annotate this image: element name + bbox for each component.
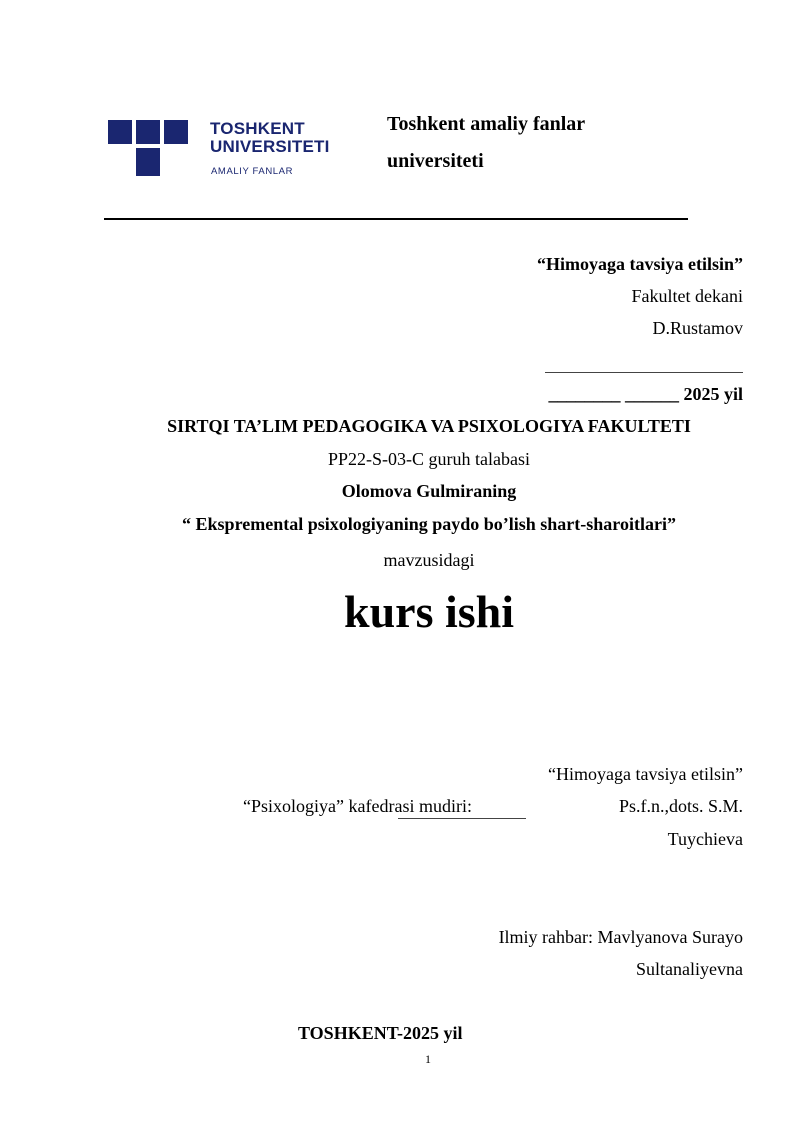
logo-wordmark-line1: TOSHKENT	[210, 119, 305, 138]
department-head-title: Ps.f.n.,dots. S.M.	[618, 796, 743, 816]
faculty-name: SIRTQI TA’LIM PEDAGOGIKA VA PSIXOLOGIYA FAKULTETI	[167, 416, 691, 436]
university-logo-mark	[108, 120, 188, 176]
supervisor-line1: Ilmiy rahbar: Mavlyanova Surayo	[498, 927, 743, 947]
page-number: 1	[425, 1052, 431, 1066]
university-name-line2: universiteti	[387, 150, 484, 172]
student-name: Olomova Gulmiraning	[341, 481, 517, 501]
work-topic: “ Ekspremental psixologiyaning paydo bo’lish shart-sharoitlari”	[182, 514, 676, 534]
logo-wordmark-line2: UNIVERSITETI	[210, 137, 330, 156]
university-name-line1: Toshkent amaliy fanlar	[387, 113, 586, 135]
department-head-name: Tuychieva	[667, 829, 743, 849]
department-recommend: “Himoyaga tavsiya etilsin”	[548, 764, 743, 784]
supervisor-line2: Sultanaliyevna	[636, 959, 743, 979]
topic-suffix: mavzusidagi	[383, 550, 475, 570]
work-type-title: kurs ishi	[343, 586, 515, 637]
department-signature-line	[398, 818, 526, 819]
department-head-label: “Psixologiya” kafedrasi mudiri:	[243, 796, 472, 816]
header-divider	[104, 218, 688, 220]
dean-title: Fakultet dekani	[631, 286, 743, 306]
approval-recommend: “Himoyaga tavsiya etilsin”	[537, 254, 743, 274]
logo-wordmark-sub: AMALIY FANLAR	[211, 166, 294, 177]
dean-name: D.Rustamov	[652, 318, 743, 338]
approval-date: ________ ______ 2025 yil	[548, 384, 743, 404]
city-year: TOSHKENT-2025 yil	[298, 1023, 463, 1043]
student-group: PP22-S-03-C guruh talabasi	[328, 449, 530, 469]
signature-line	[545, 372, 743, 373]
